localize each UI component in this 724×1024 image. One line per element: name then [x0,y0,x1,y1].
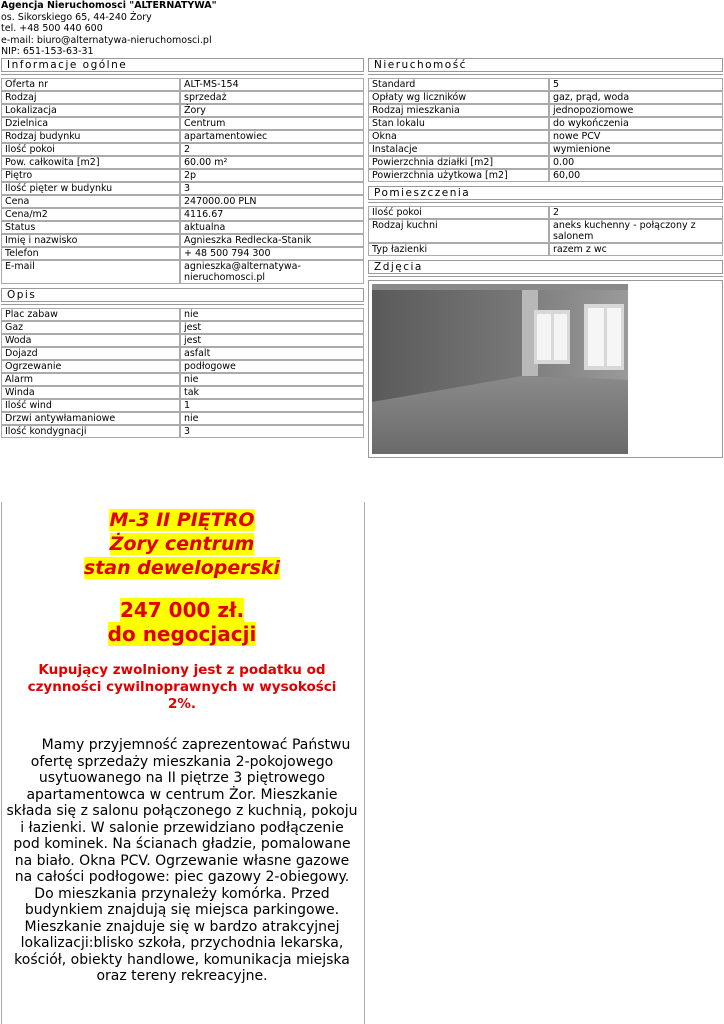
opis-label: Winda [1,386,180,399]
property-section-title: Nieruchomość [368,58,723,72]
agency-header [1,0,217,58]
opis-label: Ilość wind [1,399,180,412]
opis-value: nie [180,308,364,321]
general-label: Ilość pokoi [1,143,180,156]
property-value: 0.00 [549,156,723,169]
opis-row [1,425,364,438]
opis-label: Ilość kondygnacji [1,425,180,438]
general-label: Pow. całkowita [m2] [1,156,180,169]
rooms-value: 2 [549,206,723,219]
general-label: Cena/m2 [1,208,180,221]
property-table [368,78,723,182]
opis-value: 3 [180,425,364,438]
property-label: Standard [368,78,549,91]
general-row [1,130,364,143]
rooms-label: Rodzaj kuchni [368,219,549,243]
general-value: 2 [180,143,364,156]
general-row [1,208,364,221]
room-photo-image [372,284,628,454]
property-value: 60,00 [549,169,723,182]
general-row [1,78,364,91]
opis-table [1,308,364,438]
general-value: 3 [180,182,364,195]
opis-value: nie [180,373,364,386]
general-row [1,104,364,117]
general-section-title: Informacje ogólne [1,58,364,72]
property-label: Rodzaj mieszkania [368,104,549,117]
general-value: Agnieszka Redlecka-Stanik [180,234,364,247]
property-value: 5 [549,78,723,91]
opis-value: nie [180,412,364,425]
general-row [1,247,364,260]
property-row [368,143,723,156]
general-label: Status [1,221,180,234]
agency-address: os. Sikorskiego 65, 44-240 Żory [1,11,152,23]
property-label: Stan lokalu [368,117,549,130]
property-row [368,130,723,143]
rooms-row [368,206,723,219]
opis-row [1,399,364,412]
promo-title-condition: stan deweloperski [83,557,281,579]
photos-section-title: Zdjęcia [368,260,723,274]
general-value: ALT-MS-154 [180,78,364,91]
general-label: Ilość pięter w budynku [1,182,180,195]
rooms-value: aneks kuchenny - połączony z salonem [549,219,723,243]
opis-label: Plac zabaw [1,308,180,321]
general-row [1,156,364,169]
property-row [368,117,723,130]
left-column [1,58,364,438]
promo-title-floor: M-3 II PIĘTRO [109,509,255,531]
general-table [1,78,364,284]
promo-block [0,508,364,985]
right-column [368,58,723,458]
property-photo[interactable] [372,284,628,454]
agency-nip: NIP: 651-153-63-31 [1,46,94,57]
general-value: 4116.67 [180,208,364,221]
property-label: Powierzchnia działki [m2] [368,156,549,169]
property-value: jednopoziomowe [549,104,723,117]
opis-row [1,412,364,425]
rooms-row [368,243,723,256]
property-row [368,156,723,169]
opis-value: tak [180,386,364,399]
agency-email: e-mail: biuro@alternatywa-nieruchomosci.pl [1,34,212,46]
agency-name: Agencja Nieruchomosci "ALTERNATYWA" [1,0,217,11]
general-row [1,195,364,208]
rooms-label: Typ łazienki [368,243,549,256]
opis-row [1,347,364,360]
opis-label: Dojazd [1,347,180,360]
general-value: Centrum [180,117,364,130]
opis-label: Alarm [1,373,180,386]
general-row [1,182,364,195]
promo-negotiable: do negocjacji [107,622,257,646]
general-value: sprzedaż [180,91,364,104]
opis-row [1,386,364,399]
general-value: Żory [180,104,364,117]
promo-description: Mamy przyjemność zaprezentować Państwu ofertę sprzedaży mieszkania 2-pokojowego usytuowanego na II piętrze 3 piętrowego apartamentowca w centrum Żor. Mieszkanie składa się z salonu połączonego z kuchnią, pokoju i łazienki. W salonie przewidziano podłączenie pod kominek. Na ścianach gładzie, pomalowane na biało. Okna PCV. Ogrzewanie własne gazowe na całości podłogowe: piec gazowy 2-obiegowy. Do mieszkania przynależy komórka. Przed budynkiem znajdują się miejsca parkingowe. Mieszkanie znajduje się w bardzo atrakcyjnej lokalizacji:blisko szkoła, przychodnia lekarska, kościół, obiekty handlowe, komunikacja miejska oraz tereny rekreacyjne. [6,737,358,984]
general-value: + 48 500 794 300 [180,247,364,260]
general-value: agnieszka@alternatywa-nieruchomosci.pl [180,260,364,284]
property-value: nowe PCV [549,130,723,143]
general-label: Rodzaj [1,91,180,104]
general-label: Piętro [1,169,180,182]
general-label: Cena [1,195,180,208]
general-label: Dzielnica [1,117,180,130]
opis-row [1,373,364,386]
general-value: 2p [180,169,364,182]
general-row [1,91,364,104]
property-row [368,104,723,117]
general-value: 60.00 m² [180,156,364,169]
rooms-table [368,206,723,256]
opis-value: jest [180,321,364,334]
photos-box [368,280,723,458]
opis-label: Gaz [1,321,180,334]
general-row [1,234,364,247]
general-row [1,221,364,234]
property-value: gaz, prąd, woda [549,91,723,104]
opis-row [1,321,364,334]
opis-row [1,360,364,373]
property-value: do wykończenia [549,117,723,130]
general-row [1,143,364,156]
general-value: aktualna [180,221,364,234]
property-row [368,169,723,182]
general-row [1,117,364,130]
opis-section-title: Opis [1,288,364,302]
general-label: Oferta nr [1,78,180,91]
promo-title-location: Żory centrum [109,533,255,555]
rooms-label: Ilość pokoi [368,206,549,219]
opis-row [1,308,364,321]
property-value: wymienione [549,143,723,156]
property-label: Instalacje [368,143,549,156]
opis-label: Drzwi antywłamaniowe [1,412,180,425]
agency-phone: tel. +48 500 440 600 [1,23,103,34]
general-value: 247000.00 PLN [180,195,364,208]
opis-value: jest [180,334,364,347]
general-label: E-mail [1,260,180,284]
rooms-row [368,219,723,243]
general-row [1,169,364,182]
promo-price: 247 000 zł. [119,598,245,622]
opis-value: 1 [180,399,364,412]
property-label: Opłaty wg liczników [368,91,549,104]
general-label: Lokalizacja [1,104,180,117]
property-label: Okna [368,130,549,143]
opis-label: Ogrzewanie [1,360,180,373]
general-label: Rodzaj budynku [1,130,180,143]
general-label: Imię i nazwisko [1,234,180,247]
property-row [368,78,723,91]
property-label: Powierzchnia użytkowa [m2] [368,169,549,182]
opis-row [1,334,364,347]
opis-label: Woda [1,334,180,347]
general-label: Telefon [1,247,180,260]
general-value: apartamentowiec [180,130,364,143]
general-row [1,260,364,284]
rooms-value: razem z wc [549,243,723,256]
opis-value: podłogowe [180,360,364,373]
property-row [368,91,723,104]
rooms-section-title: Pomieszczenia [368,186,723,200]
opis-value: asfalt [180,347,364,360]
promo-tax-note: Kupujący zwolniony jest z podatku od czynności cywilnoprawnych w wysokości 2%. [27,662,337,712]
